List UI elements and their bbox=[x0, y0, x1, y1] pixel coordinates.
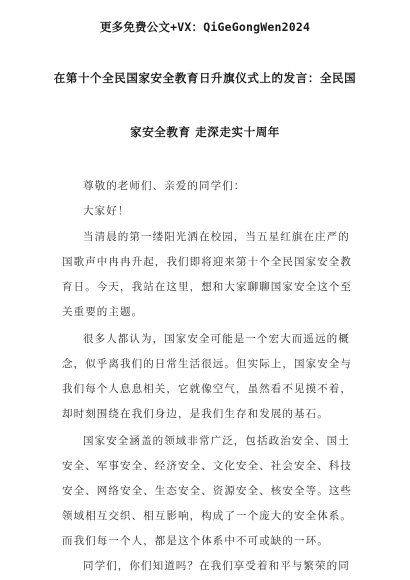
document-title-line-2: 家安全教育 走深走实十周年 bbox=[130, 125, 280, 139]
paragraph-3-line-4: 领域相互交织、相互影响，构成了一个庞大的安全体系。 bbox=[62, 510, 352, 522]
header-note: 更多免费公文+VX：QiGeGongWen2024 bbox=[99, 20, 311, 34]
paragraph-4-line-1: 同学们，你们知道吗？在我们享受着和平与繁荣的同 bbox=[83, 560, 350, 572]
paragraph-3-line-3: 安全、网络安全、生态安全、资源安全、核安全等。这些 bbox=[62, 485, 352, 497]
greeting: 大家好！ bbox=[83, 205, 130, 217]
paragraph-3-line-5: 而我们每一个人，都是这个体系中不可或缺的一环。 bbox=[62, 535, 329, 547]
document-title-line-1: 在第十个全民国家安全教育日升旗仪式上的发言：全民国 bbox=[53, 71, 357, 85]
salutation: 尊敬的老师们、亲爱的同学们： bbox=[83, 180, 246, 192]
paragraph-3-line-2: 安全、军事安全、经济安全、文化安全、社会安全、科技 bbox=[62, 460, 352, 472]
paragraph-1-line-4: 关重要的主题。 bbox=[62, 306, 144, 318]
paragraph-3-line-1: 国家安全涵盖的领域非常广泛，包括政治安全、国土 bbox=[83, 435, 350, 447]
paragraph-1-line-2: 国歌声中冉冉升起，我们即将迎来第十个全民国家安全教 bbox=[62, 256, 352, 268]
paragraph-1-line-1: 当清晨的第一缕阳光洒在校园，当五星红旗在庄严的 bbox=[83, 231, 350, 243]
paragraph-2-line-1: 很多人都认为，国家安全可能是一个宏大而遥远的概 bbox=[83, 333, 350, 345]
paragraph-2-line-3: 我们每个人息息相关，它就像空气，虽然看不见摸不着， bbox=[62, 383, 352, 395]
paragraph-2-line-4: 却时刻围绕在我们身边，是我们生存和发展的基石。 bbox=[62, 408, 329, 420]
paragraph-2-line-2: 念，似乎离我们的日常生活很远。但实际上，国家安全与 bbox=[62, 358, 352, 370]
paragraph-1-line-3: 育日。今天，我站在这里，想和大家聊聊国家安全这个至 bbox=[62, 281, 352, 293]
